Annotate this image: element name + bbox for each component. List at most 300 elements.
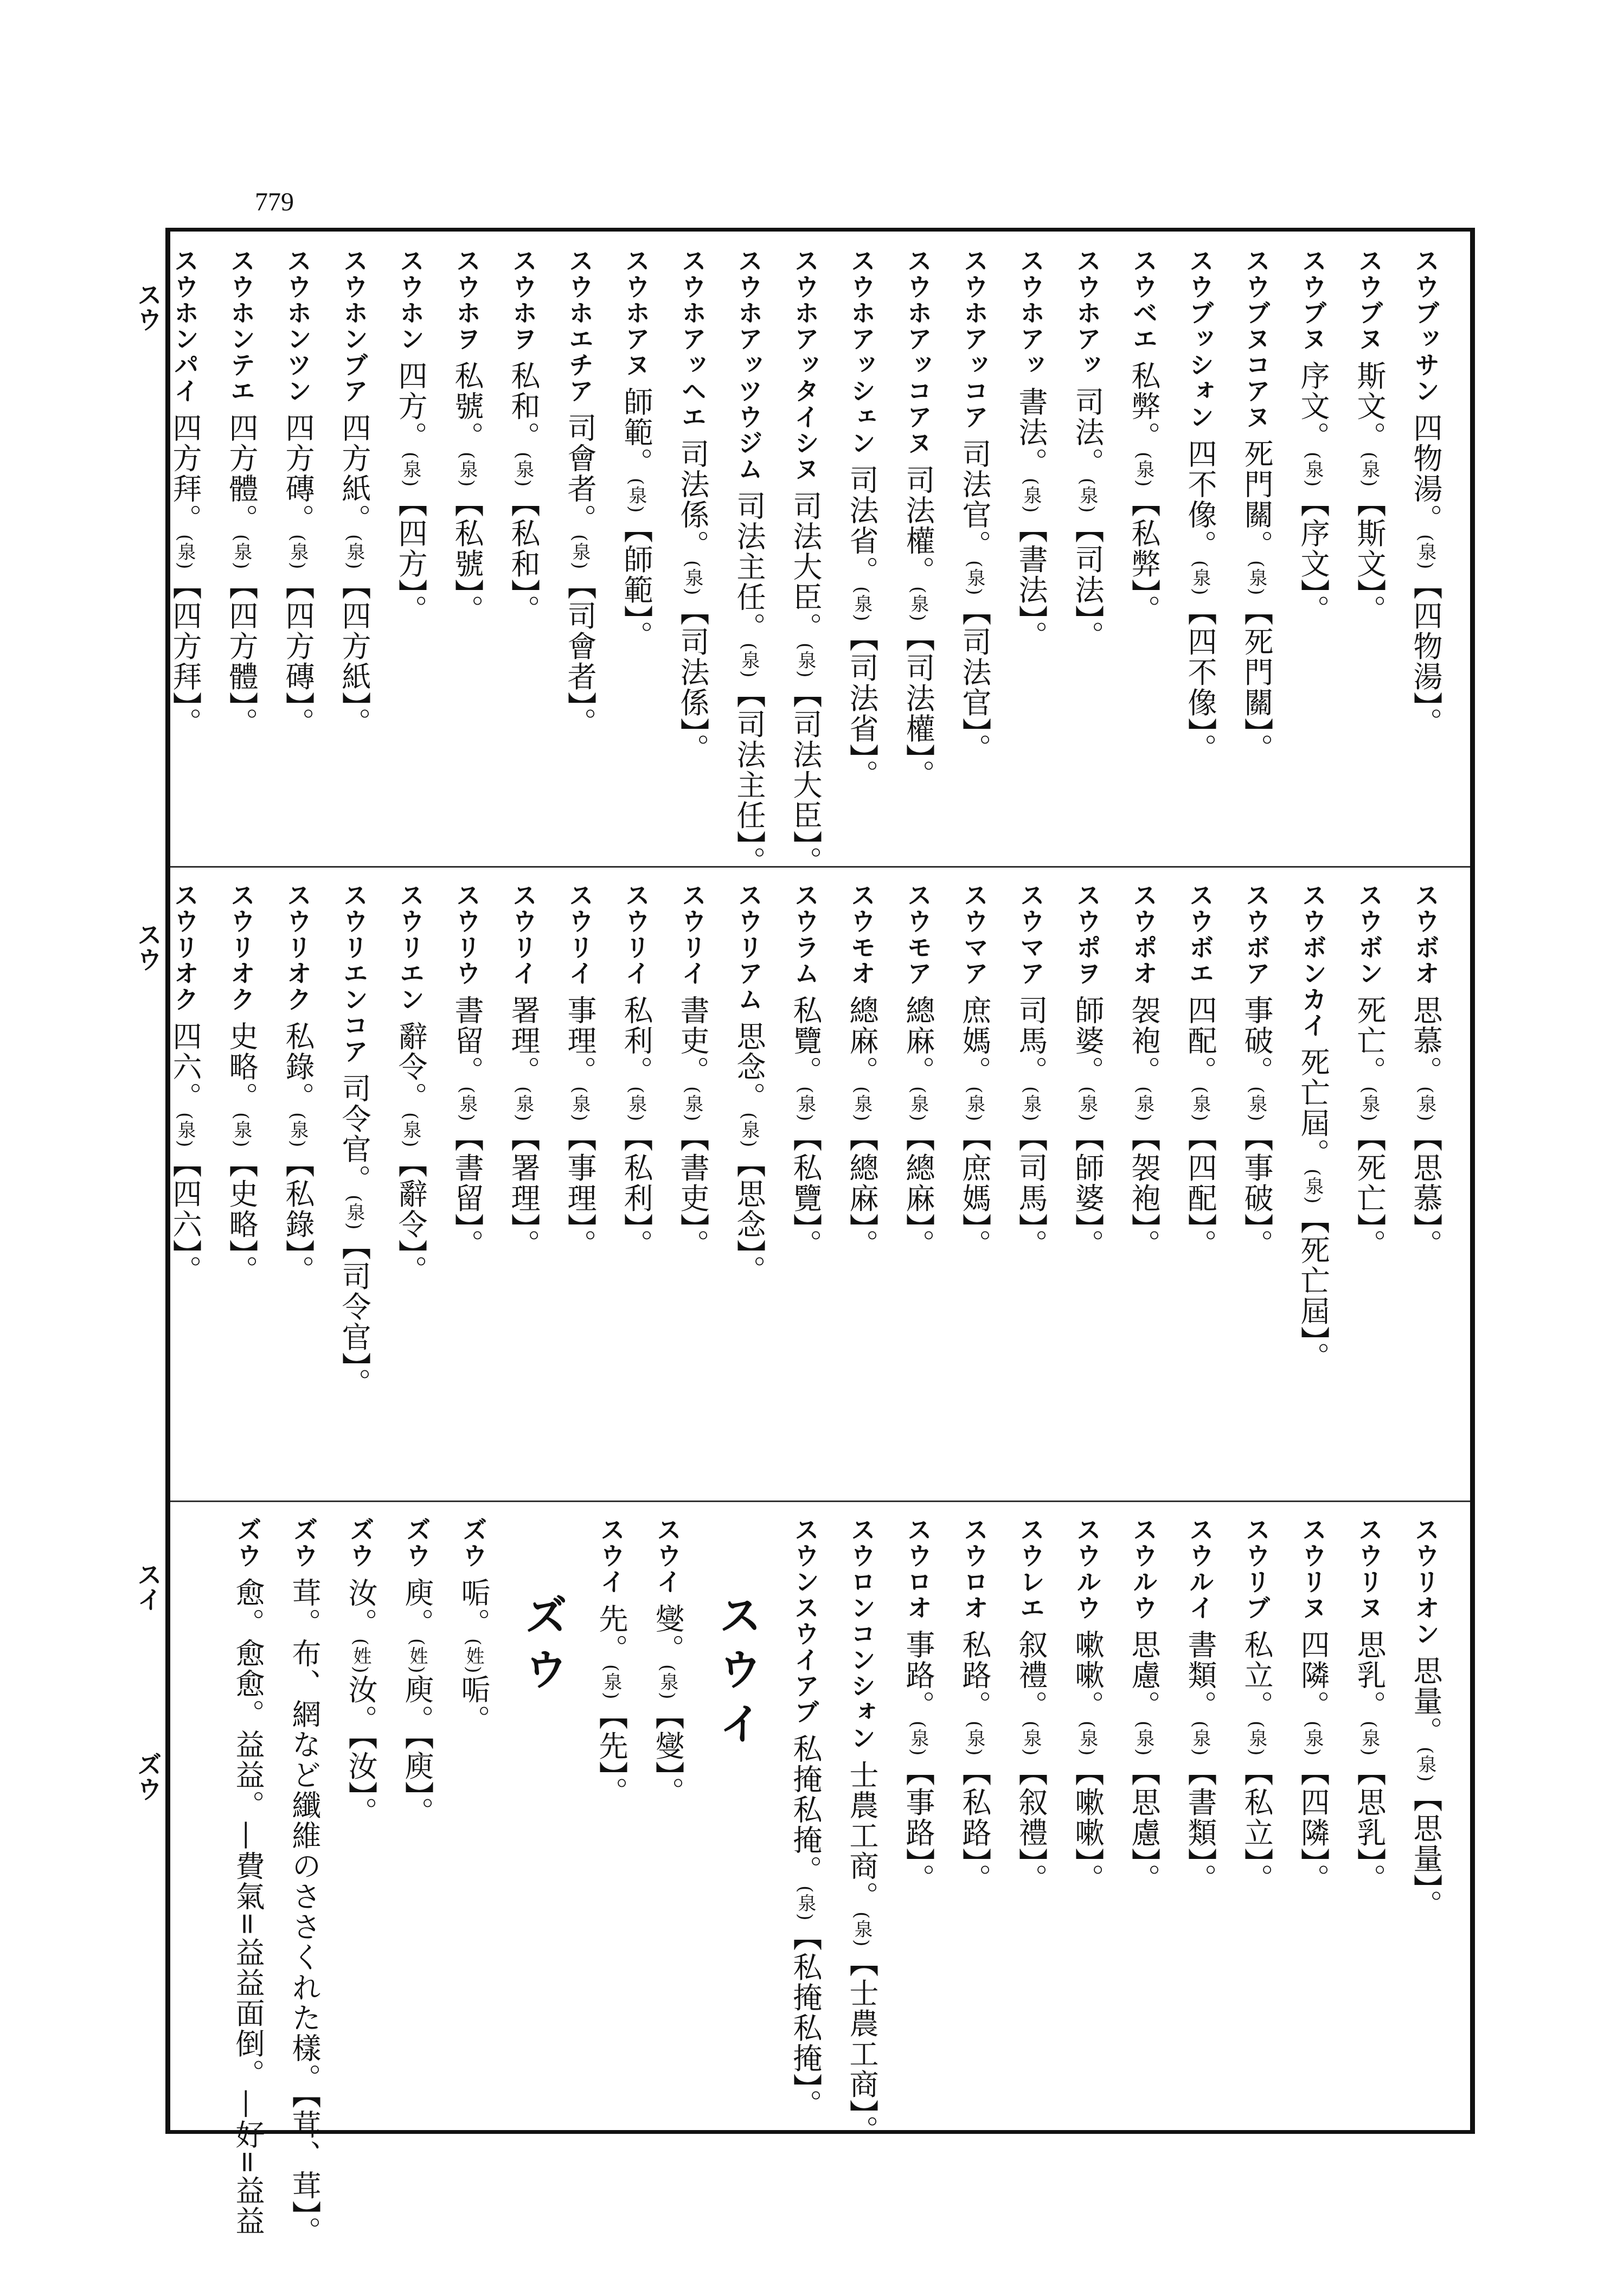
entry-definition: 【書吏】。: [676, 1122, 710, 1260]
entry-reading: スウホアッ: [1016, 248, 1045, 378]
entry-word: 司法官。: [958, 439, 992, 560]
dictionary-entry: [890, 882, 946, 1500]
entry-reading: スウブヌ: [1298, 248, 1327, 352]
entry-word: 司令官。: [337, 1073, 371, 1195]
entry-source-tag: (泉): [1076, 478, 1098, 514]
dictionary-entry: [1115, 882, 1172, 1500]
entry-reading: スウロオ: [960, 1517, 989, 1621]
entry-definition: 【總麻】。: [845, 1122, 879, 1260]
entry-reading: スウホンブア: [339, 248, 369, 404]
entry-reading: スウボオ: [1411, 882, 1440, 986]
dictionary-entry: [1003, 882, 1059, 1500]
entry-definition: 汝。【汝】。: [344, 1674, 378, 1827]
entry-definition: 【先】。: [594, 1700, 628, 1807]
entry-reading: スウラム: [791, 882, 820, 986]
dictionary-entry: [1285, 248, 1341, 866]
entry-source-tag: (泉): [512, 452, 534, 488]
entry-word: 司法大臣。: [788, 491, 823, 643]
entry-word: 私掩私掩。: [788, 1734, 823, 1885]
entry-reading: スウブヌ: [1355, 248, 1384, 352]
entry-definition: 【私路】。: [958, 1756, 992, 1894]
entry-word: 思念。: [732, 1021, 766, 1112]
entry-source-tag: (泉): [1246, 1086, 1267, 1123]
entry-definition: 【思量】。: [1409, 1782, 1443, 1920]
dictionary-entry: [664, 248, 721, 866]
entry-source-tag: (泉): [794, 1086, 816, 1123]
entry-definition: 【司法】。: [1070, 514, 1105, 651]
entry-word: 事理。: [563, 995, 597, 1086]
page-number: 779: [255, 188, 294, 216]
entry-source-tag: (泉): [456, 1086, 478, 1123]
entry-reading: スウホアッシェン: [847, 248, 876, 456]
entry-reading: スウホンパイ: [170, 248, 200, 404]
entry-source-tag: (泉): [682, 560, 703, 597]
entry-reading: スウリイ: [509, 882, 538, 986]
entry-definition: 【私掩私掩】。: [788, 1921, 823, 2120]
dictionary-entry: [721, 882, 777, 1500]
entry-definition: 【四方拜】。: [168, 570, 202, 738]
entry-word: 四配。: [1183, 995, 1217, 1086]
entry-reading: スウブッサン: [1411, 248, 1440, 404]
margin-label: スウ: [133, 282, 163, 332]
entry-source-tag: (泉): [400, 1112, 421, 1149]
entry-reading: スウイ: [596, 1517, 626, 1595]
entry-source-tag: (泉): [1020, 478, 1042, 514]
section-heading: ズウ: [517, 1593, 568, 1701]
entry-definition: 布、網など纖維のささくれた樣。【茸、茸】。: [287, 1638, 322, 2247]
entry-reading: スウブヌコアヌ: [1242, 248, 1271, 430]
entry-source-tag: (姓): [406, 1638, 428, 1675]
entry-source-tag: (泉): [625, 478, 647, 514]
entry-source-tag: (泉): [738, 1112, 760, 1149]
entry-source-tag: (泉): [1415, 534, 1436, 570]
dictionary-entry: [332, 1517, 389, 2130]
entry-definition: 【司令官】。: [337, 1230, 371, 1399]
dictionary-entry: [270, 882, 326, 1500]
entry-definition: 㖃。: [457, 1674, 491, 1735]
entry-word: 司法。: [1070, 387, 1105, 478]
entry-word: 愈。: [231, 1577, 265, 1638]
entry-word: 書留。: [450, 995, 484, 1086]
dictionary-entry: [608, 882, 664, 1500]
tier-divider: [170, 1500, 1470, 1502]
entry-definition: 【史略】。: [224, 1148, 259, 1286]
dictionary-entry: [1285, 882, 1341, 1500]
entry-word: 事路。: [901, 1630, 935, 1721]
entry-definition: 【私號】。: [450, 488, 484, 625]
dictionary-entry: [439, 248, 495, 866]
entry-definition: 【司法省】。: [845, 622, 879, 790]
entry-source-tag: (泉): [400, 452, 421, 488]
entry-reading: スウホンツン: [283, 248, 312, 404]
entry-word: 四方體。: [224, 413, 259, 534]
entry-source-tag: (泉): [230, 1112, 252, 1149]
entry-reading: スウポオ: [1129, 882, 1158, 986]
dictionary-entry: [495, 882, 551, 1500]
entry-definition: 【序文】。: [1296, 488, 1330, 625]
dictionary-entry: [833, 882, 890, 1500]
entry-word: 先。: [594, 1604, 628, 1664]
entry-source-tag: (泉): [682, 1086, 703, 1123]
entry-definition: 【四不像】。: [1183, 596, 1217, 764]
entry-reading: スウレエ: [1016, 1517, 1045, 1621]
entry-source-tag: (泉): [1133, 1086, 1154, 1123]
entry-reading: ズウ: [290, 1517, 319, 1569]
entry-source-tag: (泉): [1189, 1086, 1211, 1123]
entry-reading: スウマア: [960, 882, 989, 986]
entry-reading: スウリオク: [283, 882, 312, 1012]
entry-definition: 【事破】。: [1240, 1122, 1274, 1260]
entry-definition: 【士農工商】。: [845, 1947, 879, 2146]
dictionary-entry: [1115, 248, 1172, 866]
entry-source-tag: (泉): [625, 1086, 647, 1123]
entry-reading: スウホアッツウジム: [734, 248, 764, 482]
dictionary-entry: [326, 248, 382, 866]
entry-source-tag: (泉): [569, 1086, 591, 1123]
dictionary-entry: [551, 882, 608, 1500]
entry-reading: スウロオ: [903, 1517, 933, 1621]
entry-word: 書類。: [1183, 1630, 1217, 1721]
entry-reading: スウルウ: [1073, 1517, 1102, 1621]
entry-word: 茸。: [287, 1577, 322, 1638]
entry-reading: スウホアッタイシヌ: [791, 248, 820, 482]
entry-reading: スウモオ: [847, 882, 876, 986]
entry-source-tag: (泉): [1020, 1086, 1042, 1123]
dictionary-entry: [1341, 1517, 1397, 2130]
dictionary-entry: [213, 882, 270, 1500]
entry-definition: 【嗽嗽】。: [1070, 1756, 1105, 1894]
entry-source-tag: (泉): [230, 534, 252, 570]
entry-word: 私立。: [1240, 1630, 1274, 1721]
dictionary-entry: [1059, 882, 1115, 1500]
entry-source-tag: (泉): [964, 560, 985, 597]
entry-definition: 【四配】。: [1183, 1122, 1217, 1260]
dictionary-entry: [1228, 248, 1285, 866]
entry-word: 書法。: [1014, 387, 1048, 478]
entry-source-tag: (泉): [851, 586, 873, 623]
dictionary-entry: [946, 1517, 1003, 2130]
entry-word: 庾。: [400, 1577, 434, 1638]
entry-word: 斯文。: [1352, 361, 1387, 452]
entry-source-tag: (泉): [851, 1086, 873, 1123]
dictionary-entry: [1172, 248, 1228, 866]
entry-definition: 【書留】。: [450, 1122, 484, 1260]
margin-label: スウ: [133, 922, 163, 972]
dictionary-entry: [583, 1517, 639, 2130]
entry-definition: 【四方磚】。: [281, 570, 315, 738]
dictionary-entry: [382, 882, 439, 1500]
dictionary-entry: [1341, 882, 1397, 1500]
dictionary-entry: [1172, 882, 1228, 1500]
entry-definition: 【司法係】。: [676, 596, 710, 764]
entry-definition: 【思乳】。: [1352, 1756, 1387, 1894]
entry-reading: スウリオク: [227, 882, 256, 1012]
entry-reading: スウホアッコアヌ: [903, 248, 933, 456]
entry-definition: 【四方體】。: [224, 570, 259, 738]
dictionary-entry: [1397, 1517, 1454, 2130]
entry-source-tag: (泉): [1246, 560, 1267, 597]
entry-source-tag: (泉): [1133, 1721, 1154, 1757]
entry-definition: 【司法官】。: [958, 596, 992, 764]
entry-reading: スウマア: [1016, 882, 1045, 986]
dictionary-entry: [1228, 882, 1285, 1500]
tier-top: [168, 248, 1470, 877]
entry-reading: スウボン: [1355, 882, 1384, 986]
entry-word: 師婆。: [1070, 995, 1105, 1086]
entry-definition: 【死門關】。: [1240, 596, 1274, 764]
entry-reading: スウルイ: [1185, 1517, 1215, 1621]
entry-source-tag: (泉): [964, 1721, 985, 1757]
entry-word: 司法主任。: [732, 491, 766, 643]
entry-word: 總麻。: [901, 995, 935, 1086]
entry-word: 司法權。: [901, 465, 935, 586]
entry-definition: 【袈袍】。: [1127, 1122, 1161, 1260]
entry-definition: 【私錄】。: [281, 1148, 315, 1286]
entry-definition: 【辭令】。: [394, 1148, 428, 1286]
entry-source-tag: (姓): [350, 1638, 371, 1675]
entry-word: 死門關。: [1240, 439, 1274, 560]
entry-source-tag: (泉): [1302, 1721, 1324, 1757]
entry-source-tag: (泉): [1415, 1086, 1436, 1123]
entry-definition: 【庶媽】。: [958, 1122, 992, 1260]
entry-reading: スウホアッコア: [960, 248, 989, 430]
dictionary-entry: [608, 248, 664, 866]
dictionary-entry: [890, 248, 946, 866]
entry-word: 司馬。: [1014, 995, 1048, 1086]
entry-word: 師範。: [619, 387, 653, 478]
entry-definition: 【叙禮】。: [1014, 1756, 1048, 1894]
entry-source-tag: (泉): [174, 1112, 196, 1149]
entry-word: 死亡。: [1352, 995, 1387, 1086]
entry-source-tag: (泉): [287, 1112, 309, 1149]
entry-reading: スウホアッ: [1073, 248, 1102, 378]
entry-reading: スウボンカイ: [1298, 882, 1327, 1038]
entry-word: 思乳。: [1352, 1630, 1387, 1721]
dictionary-entry: [157, 248, 213, 866]
entry-reading: スウリエンコア: [339, 882, 369, 1064]
tier-middle: [170, 882, 1470, 1500]
dictionary-entry: [551, 248, 608, 866]
entry-reading: スウベエ: [1129, 248, 1158, 352]
entry-source-tag: (泉): [657, 1664, 678, 1701]
entry-word: 司法省。: [845, 465, 879, 586]
entry-source-tag: (泉): [738, 643, 760, 679]
dictionary-entry: [777, 248, 833, 877]
dictionary-entry: [326, 882, 382, 1500]
entry-reading: スウロンコンシォン: [847, 1517, 876, 1751]
entry-reading: スウリウ: [452, 882, 482, 986]
entry-definition: 【四方紙】。: [337, 570, 371, 738]
entry-definition: 【私立】。: [1240, 1756, 1274, 1894]
entry-definition: 【署理】。: [506, 1122, 541, 1260]
entry-source-tag: (泉): [907, 1086, 929, 1123]
dictionary-entry: [664, 882, 721, 1500]
entry-reading: スウリオン: [1411, 1517, 1440, 1647]
dictionary-entry: [1003, 248, 1059, 866]
entry-source-tag: (泉): [1189, 560, 1211, 597]
entry-word: 四不像。: [1183, 439, 1217, 560]
dictionary-entry: [1172, 1517, 1228, 2130]
entry-definition: 【事路】。: [901, 1756, 935, 1894]
entry-definition: 【書類】。: [1183, 1756, 1217, 1894]
entry-word: 辭令。: [394, 1021, 428, 1112]
entry-word: 事破。: [1240, 995, 1274, 1086]
entry-definition: 【死亡屆】。: [1296, 1204, 1330, 1373]
dictionary-entry: [495, 248, 551, 866]
entry-definition: 【司馬】。: [1014, 1122, 1048, 1260]
dictionary-entry: [1397, 882, 1454, 1500]
entry-reading: スウホヲ: [509, 248, 538, 352]
entry-word: 袈袍。: [1127, 995, 1161, 1086]
dictionary-entry: [1059, 248, 1115, 866]
entry-word: 思慮。: [1127, 1630, 1161, 1721]
entry-word: 叙禮。: [1014, 1630, 1048, 1721]
entry-source-tag: (泉): [456, 452, 478, 488]
entry-source-tag: (泉): [1415, 1747, 1436, 1783]
entry-source-tag: (泉): [1302, 452, 1324, 488]
entry-word: 序文。: [1296, 361, 1330, 452]
entry-definition: 【司法主任】。: [732, 678, 766, 877]
dictionary-entry: [1003, 1517, 1059, 2130]
entry-word: 私號。: [450, 361, 484, 452]
entry-reading: スウリヌ: [1298, 1517, 1327, 1621]
entry-source-tag: (泉): [512, 1086, 534, 1123]
entry-definition: 【司法大臣】。: [788, 678, 823, 877]
entry-word: 四方磚。: [281, 413, 315, 534]
section-heading: スウイ: [711, 1593, 762, 1755]
entry-definition: 【師婆】。: [1070, 1122, 1105, 1260]
entry-reading: スウルウ: [1129, 1517, 1158, 1621]
entry-definition: 【私覽】。: [788, 1122, 823, 1260]
entry-definition: 【私利】。: [619, 1122, 653, 1260]
entry-word: 四方。: [394, 361, 428, 452]
entry-reading: ズウ: [233, 1517, 262, 1569]
entry-reading: スウリブ: [1242, 1517, 1271, 1621]
entry-word: 㖃。: [457, 1577, 491, 1638]
entry-word: 私和。: [506, 361, 541, 452]
entry-word: 私覽。: [788, 995, 823, 1086]
dictionary-entry: [639, 1517, 696, 2130]
entry-reading: ズウ: [402, 1517, 432, 1569]
entry-definition: 【書法】。: [1014, 514, 1048, 651]
entry-definition: 【私和】。: [506, 488, 541, 625]
dictionary-entry: [833, 248, 890, 866]
entry-reading: スウボア: [1242, 882, 1271, 986]
entry-definition: 【司會者】。: [563, 570, 597, 738]
entry-word: 私路。: [958, 1630, 992, 1721]
entry-word: 總麻。: [845, 995, 879, 1086]
dictionary-entry: [1059, 1517, 1115, 2130]
dictionary-entry: [439, 882, 495, 1500]
entry-word: 私錄。: [281, 1021, 315, 1112]
dictionary-entry: [777, 1517, 833, 2130]
dictionary-entry: [382, 248, 439, 866]
entry-word: 私利。: [619, 995, 653, 1086]
entry-word: 思量。: [1409, 1656, 1443, 1747]
entry-definition: 【思慮】。: [1127, 1756, 1161, 1894]
entry-reading: スウホンテエ: [227, 248, 256, 404]
entry-word: 四方拜。: [168, 413, 202, 534]
dictionary-entry: [721, 248, 777, 877]
entry-word: 嗽嗽。: [1070, 1630, 1105, 1721]
entry-word: 司法係。: [676, 439, 710, 560]
entry-reading: スウモア: [903, 882, 933, 986]
entry-reading: スウリイ: [621, 882, 651, 986]
entry-source-tag: (泉): [600, 1664, 622, 1701]
tier-bottom: [170, 1517, 1470, 2247]
entry-source-tag: (泉): [794, 643, 816, 679]
entry-definition: 【總麻】。: [901, 1122, 935, 1260]
margin-label: ズウ: [133, 1752, 163, 1801]
dictionary-entry: [946, 248, 1003, 866]
entry-word: 思慕。: [1409, 995, 1443, 1086]
entry-word: 四方紙。: [337, 413, 371, 534]
entry-source-tag: (泉): [964, 1086, 985, 1123]
entry-reading: スウリアム: [734, 882, 764, 1012]
entry-source-tag: (泉): [907, 1721, 929, 1757]
entry-definition: 愈愈。益益。—費氣=益益面倒。—好=益益: [231, 1638, 265, 2236]
dictionary-entry: [220, 1517, 276, 2236]
entry-reading: スウボエ: [1185, 882, 1215, 986]
entry-source-tag: (泉): [907, 586, 929, 623]
dictionary-entry: [157, 882, 213, 1500]
dictionary-entry: [213, 248, 270, 866]
dictionary-entry: [389, 1517, 445, 2130]
entry-definition: 【師範】。: [619, 514, 653, 651]
entry-source-tag: (泉): [851, 1912, 873, 1948]
entry-definition: 【私弊】。: [1127, 488, 1161, 625]
entry-source-tag: (泉): [1358, 1086, 1380, 1123]
dictionary-entry: [276, 1517, 332, 2247]
entry-definition: 【斯文】。: [1352, 488, 1387, 625]
dictionary-entry: [1115, 1517, 1172, 2130]
entry-word: 四六。: [168, 1021, 202, 1112]
entry-word: 四物湯。: [1409, 413, 1443, 534]
entry-reading: スウリエン: [396, 882, 425, 1012]
dictionary-entry: [1341, 248, 1397, 866]
entry-reading: スウイ: [653, 1517, 682, 1595]
entry-reading: スウンスウイアブ: [791, 1517, 820, 1725]
entry-word: 燮。: [651, 1604, 685, 1664]
dictionary-frame: [165, 228, 1475, 2247]
dictionary-entry: [270, 248, 326, 866]
entry-reading: ズウ: [346, 1517, 375, 1569]
margin-label: スイ: [133, 1562, 163, 1612]
entry-source-tag: (泉): [794, 1885, 816, 1922]
entry-word: 死亡屆。: [1296, 1047, 1330, 1169]
dictionary-entry: [1228, 1517, 1285, 2130]
entry-source-tag: (泉): [343, 1195, 365, 1231]
dictionary-entry: [1285, 1517, 1341, 2130]
entry-reading: スウホヲ: [452, 248, 482, 352]
entry-source-tag: (泉): [174, 534, 196, 570]
entry-reading: スウホン: [396, 248, 425, 352]
entry-definition: 【思念】。: [732, 1148, 766, 1286]
entry-reading: ズウ: [459, 1517, 488, 1569]
entry-source-tag: (泉): [1076, 1086, 1098, 1123]
entry-word: 私弊。: [1127, 361, 1161, 452]
entry-reading: スウホアッヘエ: [678, 248, 707, 430]
dictionary-entry: [946, 882, 1003, 1500]
entry-source-tag: (泉): [1358, 1721, 1380, 1757]
dictionary-entry: [777, 882, 833, 1500]
entry-reading: スウホエチア: [565, 248, 594, 404]
entry-word: 汝。: [344, 1577, 378, 1638]
entry-source-tag: (泉): [1189, 1721, 1211, 1757]
dictionary-entry: [890, 1517, 946, 2130]
entry-word: 司會者。: [563, 413, 597, 534]
entry-definition: 【司法權】。: [901, 622, 935, 790]
